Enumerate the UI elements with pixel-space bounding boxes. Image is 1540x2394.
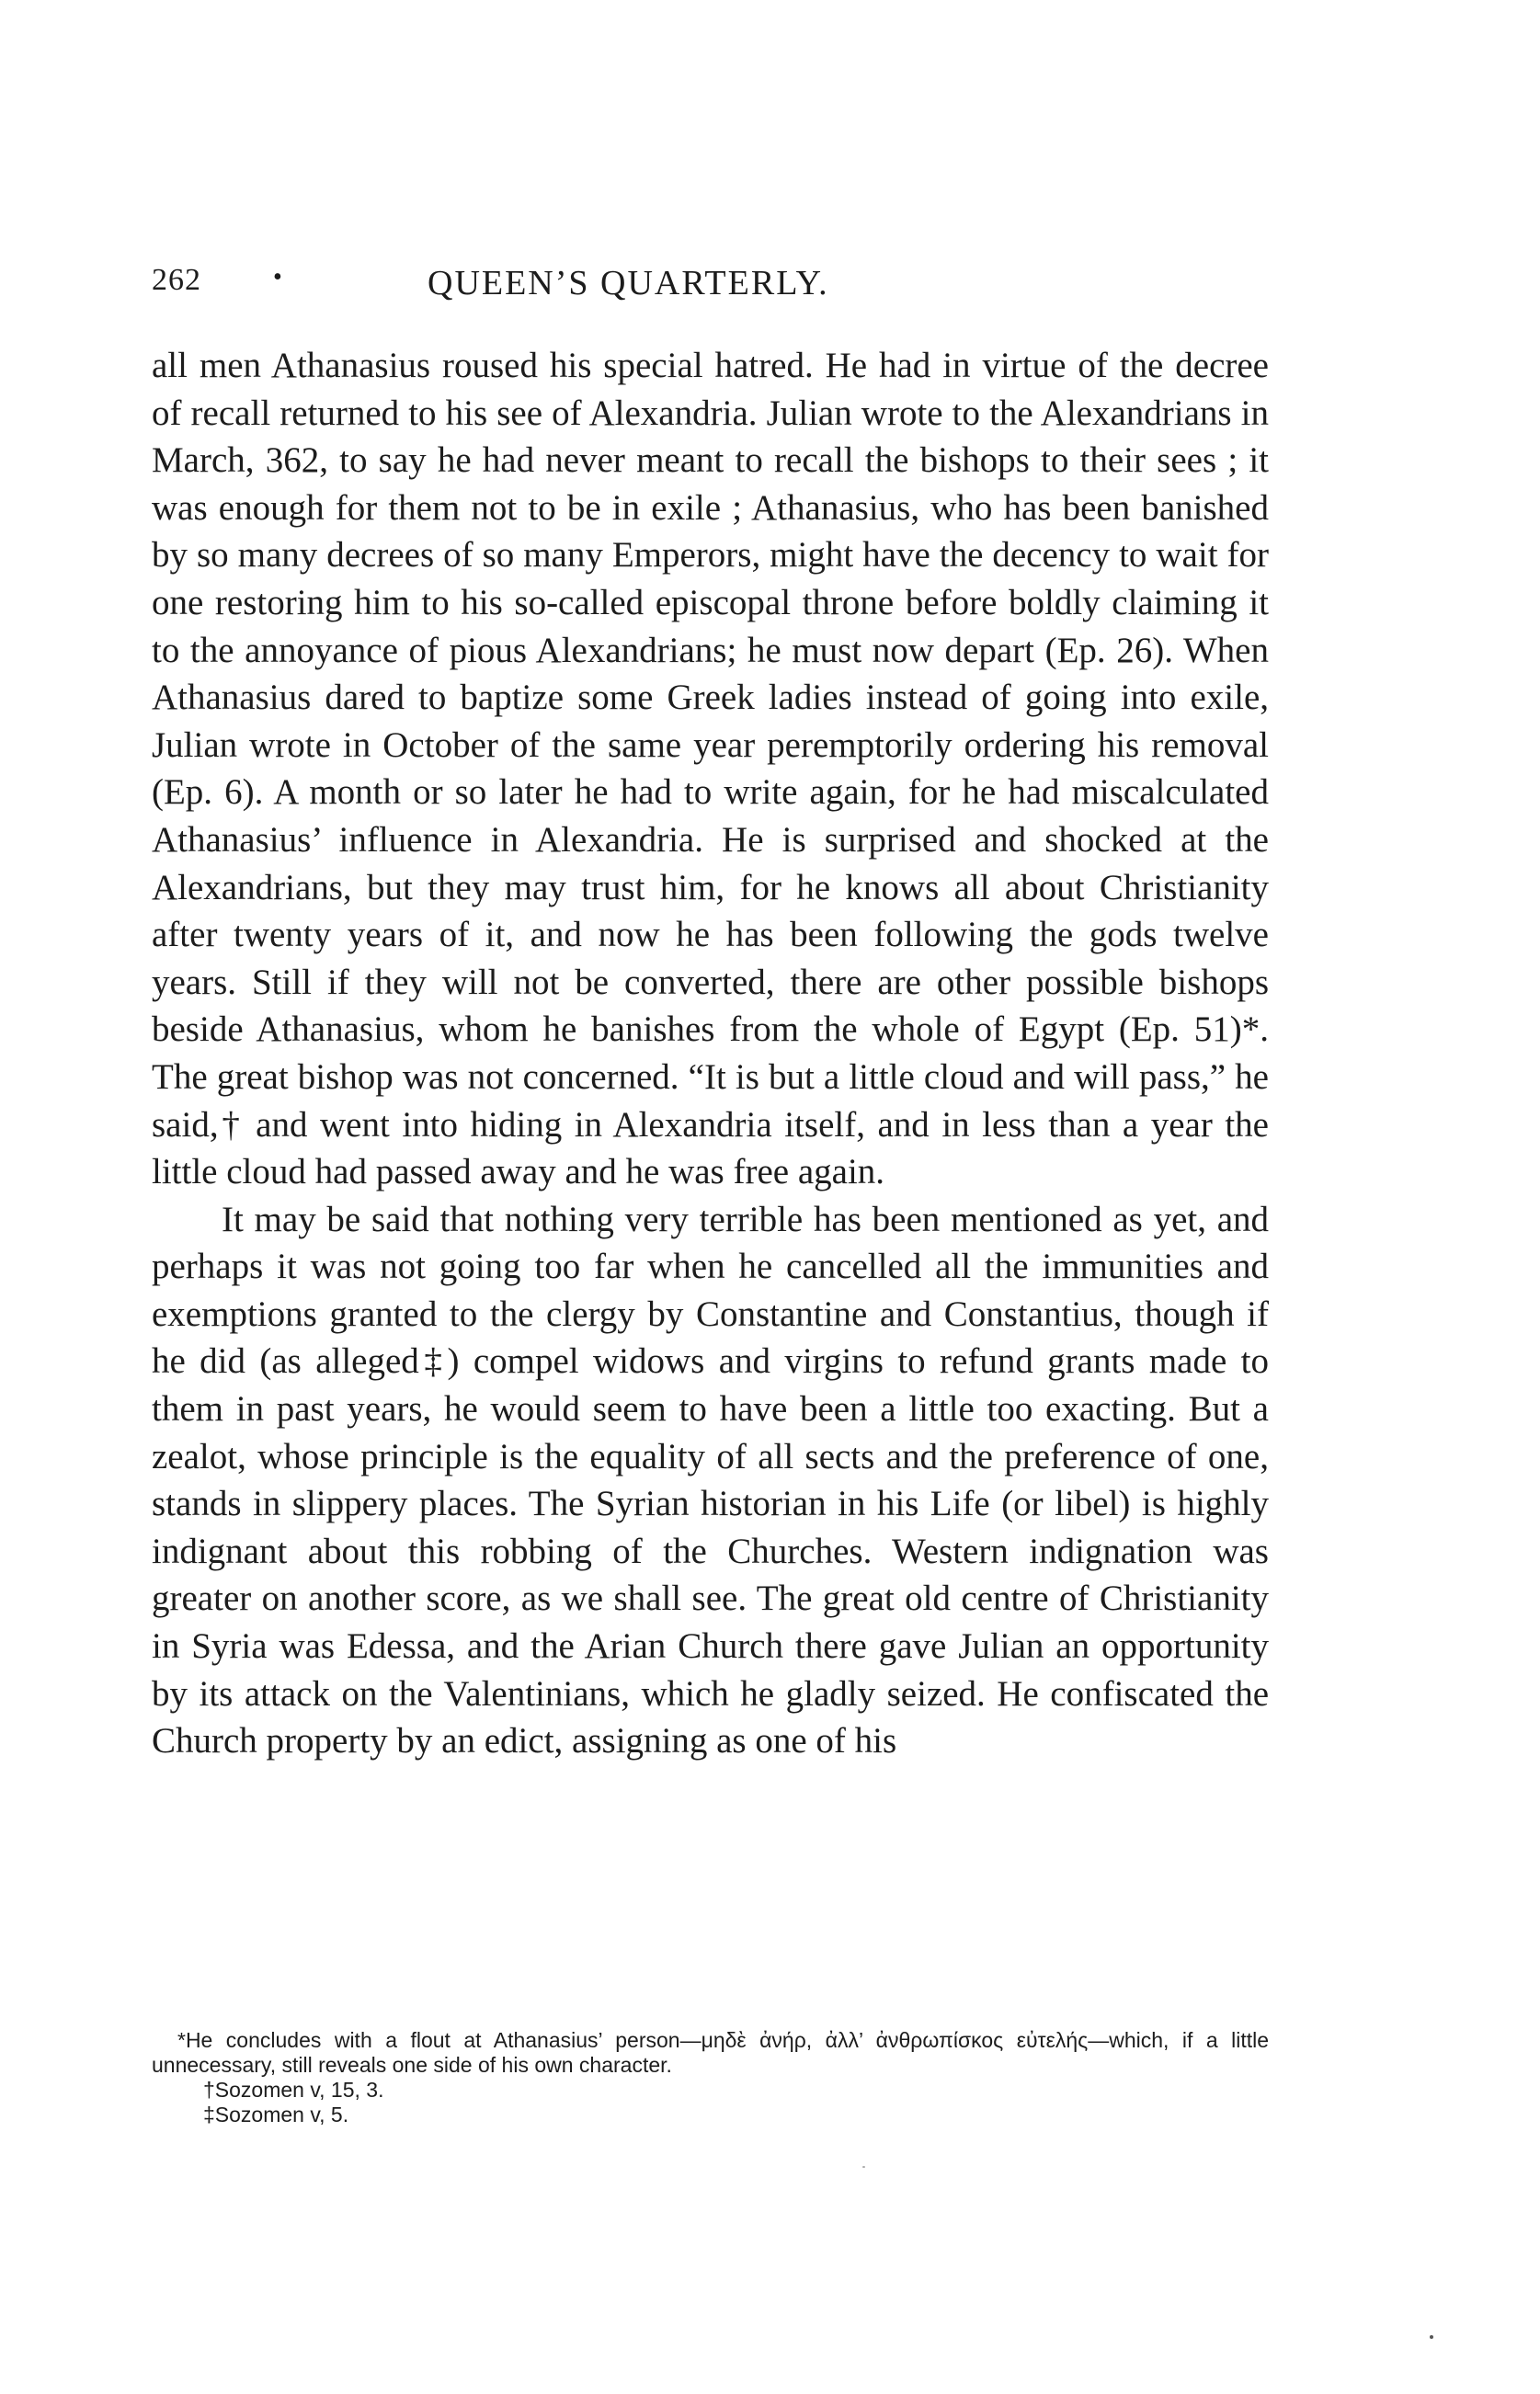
paragraph-1: all men Athanasius roused his special hatred. He had in virtue of the decree of recall returned to his see of Alexandria. Julian wrote to the Alexandrians in March, 362, to say he had never meant to recall the bishops to their sees ; it was enough for them not to be in exile ; Athanasius, who has been banished by so many decrees of so many Emperors, might have the decency to wait for one restoring him to his so-called episcopal throne before boldly claiming it to the annoyance of pious Alexandrians; he must now depart (Ep. 26). When Athanasius dared to baptize some Greek ladies instead of going into exile, Julian wrote in October of the same year peremptorily ordering his removal (Ep. 6). A month or so later he had to write again, for he had miscalculated Athanasius’ influence in Alexandria. He is surprised and shocked at the Alexandrians, but they may trust him, for he knows all about Christianity after twenty years of it, and now he has been following the gods twelve years. Still if they will not be converted, there are other possible bishops beside Athanasius, whom he banishes from the whole of Egypt (Ep. 51)*. The great bishop was not concerned. “It is but a little cloud and will pass,” he said,† and went into hiding in Alexandria itself, and in less than a year the little cloud had passed away and he was free again. xyxy=(152,346,1269,1192)
paragraph-2: It may be said that nothing very terrible has been mentioned as yet, and perhaps it was not going too far when he cancelled all the immunities and exemptions granted to the clergy by Constantine and Constantius, though if he did (as alleged‡) compel widows and virgins to refund grants made to them in past years, he would seem to have been a little too exacting. But a zealot, whose principle is the equality of all sects and the preference of one, stands in slippery places. The Syrian historian in his Life (or libel) is highly indignant about this robbing of the Churches. Western indignation was greater on another score, as we shall see. The great old centre of Christianity in Syria was Edessa, and the Arian Church there gave Julian an opportunity by its attack on the Valentinians, which he gladly seized. He confiscated the Church property by an edict, assigning as one of his xyxy=(152,1199,1269,1761)
scan-speck xyxy=(1430,2335,1433,2339)
footnote-dagger: †Sozomen v, 15, 3. xyxy=(203,2078,384,2102)
running-title: QUEEN’S QUARTERLY. xyxy=(428,264,829,302)
footnotes xyxy=(152,2028,1269,2127)
footnote-double-dagger: ‡Sozomen v, 5. xyxy=(203,2103,349,2126)
body-text xyxy=(152,342,1269,1765)
footnote-asterisk: *He concludes with a flout at Athanasius’ person—μηδὲ ἀνήρ, ἀλλ’ ἀνθρωπίσκος εὐτελής—which, if a little unnecessary, still reveals one side of his own character. xyxy=(152,2028,1269,2077)
scan-speck xyxy=(862,2166,865,2168)
header-bullet: • xyxy=(273,263,282,291)
page-number: 262 xyxy=(152,263,201,297)
page-header xyxy=(152,263,1283,318)
